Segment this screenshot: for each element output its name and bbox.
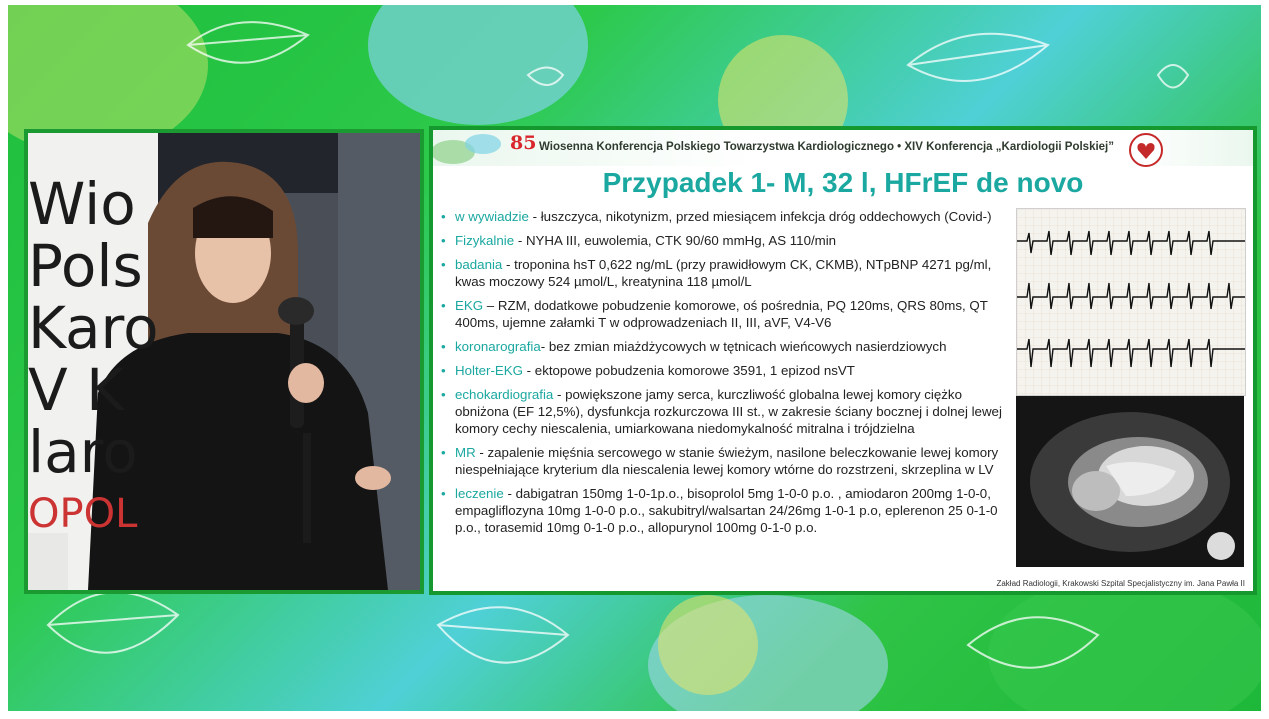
ekg-trace-image [1016,208,1246,396]
background-letter-line: V K [28,356,125,424]
item-text: - ektopowe pobudzenia komorowe 3591, 1 epizod nsVT [522,363,855,378]
list-item [439,256,1019,290]
background-letter-line: Karo [28,294,159,362]
item-text: - NYHA III, euwolemia, CTK 90/60 mmHg, AS 110/min [514,233,837,248]
conference-number: 85 [510,132,537,154]
item-text: - zapalenie mięśnia sercowego w stanie świeżym, nasilone beleczkowanie lewej komory niespełniające kryterium dla niescalenia lewej komory wtórne do rozstrzeni, skrzeplina w LV [455,445,999,477]
item-text: - łuszczyca, nikotynizm, przed miesiącem infekcja dróg oddechowych (Covid-) [528,209,992,224]
conference-banner [433,130,1253,166]
item-keyword: w wywiadzie [455,209,529,224]
mri-scan-image [1016,396,1244,567]
item-keyword: Fizykalnie [455,233,515,248]
background-letter-line: laro [28,418,138,486]
case-details-list [439,208,1019,543]
conference-stream-background [8,5,1261,711]
list-item [439,444,1019,478]
society-logo-icon [1129,133,1163,167]
item-keyword: MR [455,445,476,460]
list-item [439,485,1019,536]
item-keyword: Holter-EKG [455,363,523,378]
background-banner-letters [28,170,168,545]
item-keyword: EKG [455,298,484,313]
item-text: - troponina hsT 0,622 ng/mL (przy prawidłowym CK, CKMB), NTpBNP 4271 pg/ml, kwas moczowy 524 µmol/L, kreatynina 118 µmol/L [455,257,992,289]
list-item [439,338,1019,355]
item-keyword: koronarografia [455,339,541,354]
list-item [439,362,1019,379]
list-item [439,232,1019,249]
list-item [439,208,1019,225]
list-item [439,297,1019,331]
item-text: - powiększone jamy serca, kurczliwość globalna lewej komory ciężko obniżona (EF 12,5%), dysfunkcja rozkurczowa III st., w zakresie ściany bocznej i dolnej lewej komory cechy niescalenia, umiarkowana niedomykalność mitralna i trójdzielna [455,387,1002,436]
background-letter-line: Wio [28,170,136,238]
list-item [439,386,1019,437]
background-letter-line: OPOL [28,491,138,537]
slide-title: Przypadek 1- M, 32 l, HFrEF de novo [602,167,1084,198]
presentation-slide [429,126,1257,595]
item-keyword: badania [455,257,503,272]
item-keyword: echokardiografia [455,387,554,402]
background-letter-line: Pols [28,232,143,300]
item-text: – RZM, dodatkowe pobudzenie komorowe, oś pośrednia, PQ 120ms, QRS 80ms, QT 400ms, ujemne załamki T w odprowadzeniach II, III, aVF, V4-V6 [455,298,988,330]
item-text: - dabigatran 150mg 1-0-1p.o., bisoprolol 5mg 1-0-0 p.o. , amiodaron 200mg 1-0-0, empagliflozyna 10mg 1-0-0 p.o., sakubitryl/walsartan 24/26mg 1-0-1 p.o, eplerenon 25 0-1-0 p.o., torasemid 10mg 0-1-0 p.o., allopurynol 100mg 0-1-0 p.o. [455,486,998,535]
item-text: - bez zmian miażdżycowych w tętnicach wieńcowych nasierdziowych [540,339,947,354]
conference-banner-text: Wiosenna Konferencja Polskiego Towarzystwa Kardiologicznego • XIV Konferencja „Kardiologii Polskiej” [539,141,1114,153]
slide-footer-credit: Zakład Radiologii, Krakowski Szpital Specjalistyczny im. Jana Pawła II [996,579,1245,588]
item-keyword: leczenie [455,486,504,501]
speaker-video [24,129,424,594]
